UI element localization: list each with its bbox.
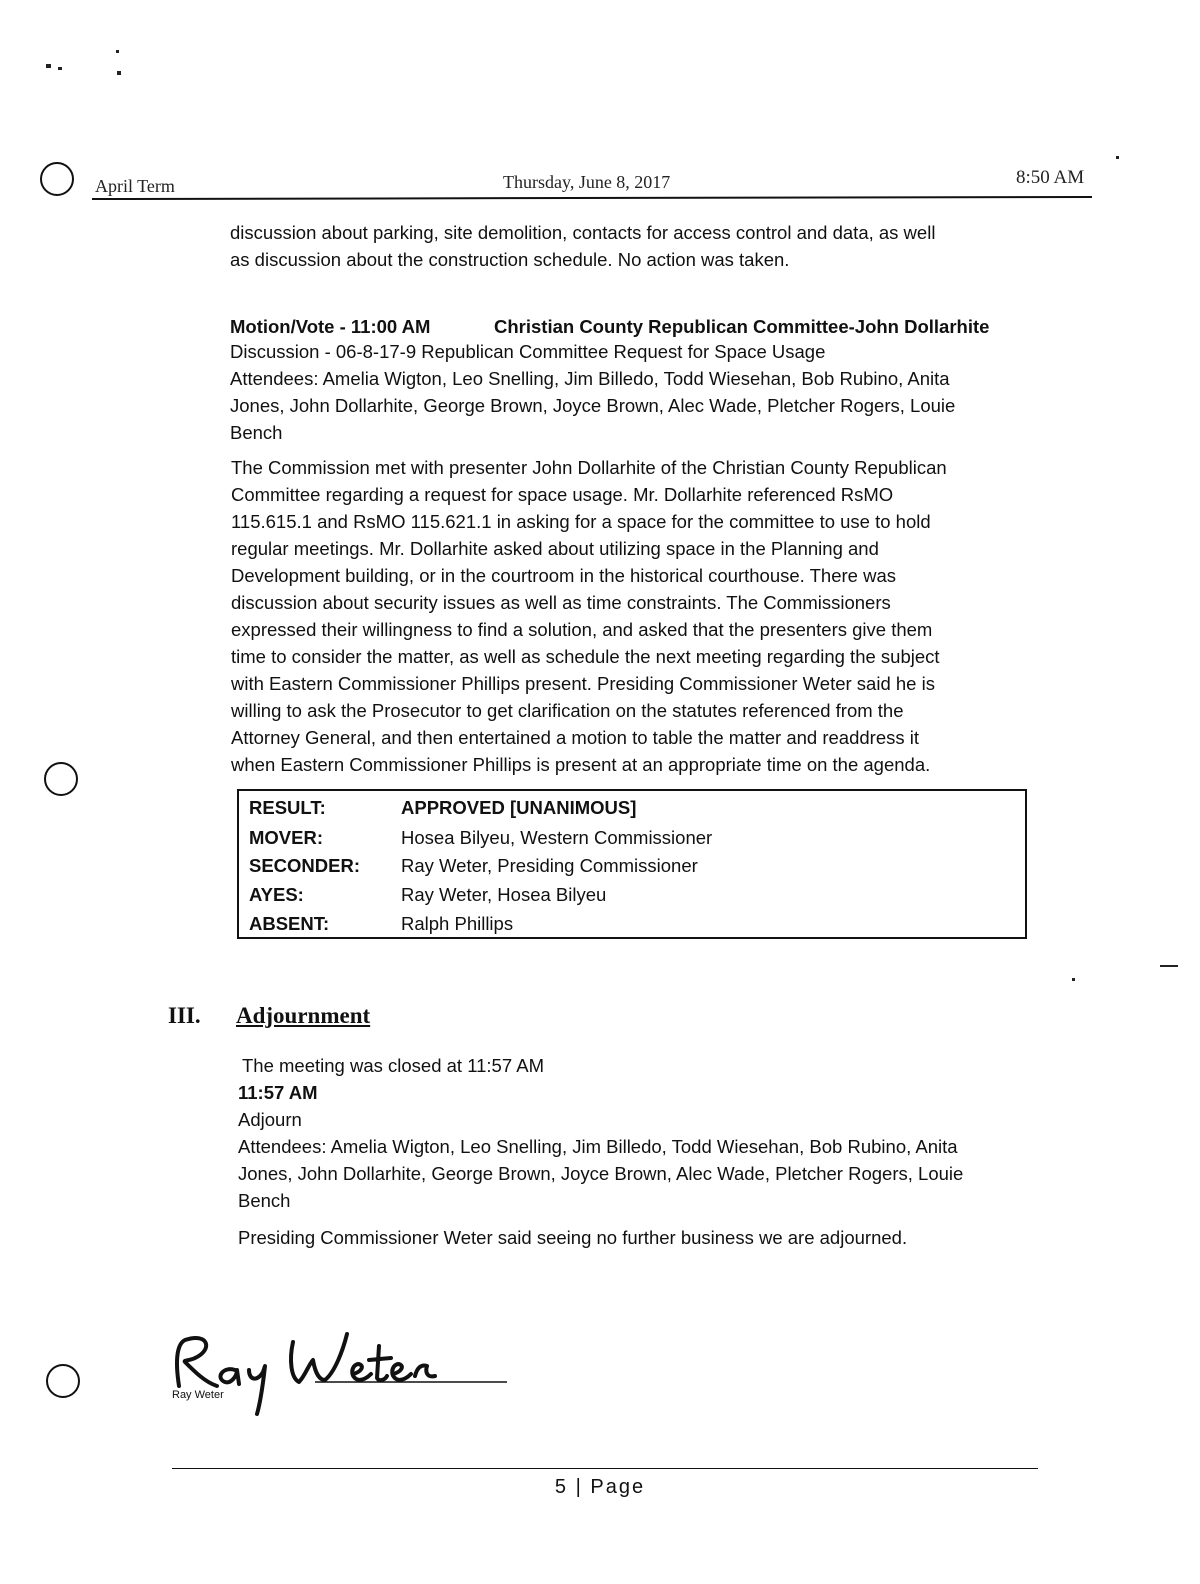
attendees-line: Attendees: Amelia Wigton, Leo Snelling, Jim Billedo, Todd Wiesehan, Bob Rubino, Anita	[238, 1136, 958, 1157]
meeting-closed-text: The meeting was closed at 11:57 AM	[242, 1055, 544, 1076]
result-value: APPROVED [UNANIMOUS]	[401, 797, 637, 818]
scan-speck	[117, 71, 121, 75]
absent-key: ABSENT:	[249, 913, 330, 934]
signature-printed-name: Ray Weter	[172, 1389, 224, 1401]
header-time: 8:50 AM	[1016, 167, 1085, 188]
attendees-line: Bench	[238, 1190, 291, 1211]
binder-hole-top	[40, 162, 74, 196]
seconder-value: Ray Weter, Presiding Commissioner	[401, 855, 698, 876]
header-term: April Term	[95, 176, 175, 196]
body-line: Development building, or in the courtroom in the historical courthouse. There was	[231, 565, 896, 586]
motion-details	[230, 338, 1005, 446]
body-line: when Eastern Commissioner Phillips is present at an appropriate time on the agenda.	[231, 754, 931, 775]
body-line: willing to ask the Prosecutor to get clarification on the statutes referenced from the	[231, 700, 904, 721]
result-row	[249, 851, 1009, 881]
seconder-key: SECONDER:	[249, 855, 361, 876]
body-line: Committee regarding a request for space usage. Mr. Dollarhite referenced RsMO	[231, 484, 894, 505]
body-line: discussion about security issues as well as time constraints. The Commissioners	[231, 592, 891, 613]
attendees-line: Attendees: Amelia Wigton, Leo Snelling, Jim Billedo, Todd Wiesehan, Bob Rubino, Anita	[230, 368, 950, 389]
adjourn-time: 11:57 AM	[238, 1082, 318, 1103]
adjourn-label: Adjourn	[238, 1109, 302, 1130]
scan-speck	[1116, 156, 1119, 159]
binder-hole-middle	[44, 762, 78, 796]
scan-speck	[116, 50, 119, 53]
motion-body	[231, 454, 1006, 778]
ayes-key: AYES:	[249, 884, 304, 905]
section-title: Adjournment	[236, 1003, 371, 1028]
page-number: 5 | Page	[554, 1476, 646, 1498]
ayes-value: Ray Weter, Hosea Bilyeu	[401, 884, 607, 905]
result-row	[249, 793, 1009, 823]
body-line: expressed their willingness to find a solution, and asked that the presenters give them	[231, 619, 933, 640]
closing-statement: Presiding Commissioner Weter said seeing no further business we are adjourned.	[238, 1227, 908, 1248]
section-number: III.	[168, 1003, 201, 1028]
attendees-line: Jones, John Dollarhite, George Brown, Joyce Brown, Alec Wade, Pletcher Rogers, Louie	[238, 1163, 964, 1184]
motion-heading	[230, 313, 1005, 340]
body-line: with Eastern Commissioner Phillips present. Presiding Commissioner Weter said he is	[231, 673, 935, 694]
binder-hole-bottom	[46, 1364, 80, 1398]
scan-speck	[46, 64, 51, 68]
scan-speck	[58, 67, 62, 70]
result-row	[249, 909, 1009, 939]
body-line: Attorney General, and then entertained a motion to table the matter and readdress it	[231, 727, 920, 748]
vote-result-box	[237, 789, 1027, 939]
result-row	[249, 823, 1009, 853]
body-line: The Commission met with presenter John Dollarhite of the Christian County Republican	[231, 457, 947, 478]
mover-value: Hosea Bilyeu, Western Commissioner	[401, 827, 713, 848]
result-key: RESULT:	[249, 797, 326, 818]
header-date: Thursday, June 8, 2017	[503, 172, 671, 192]
scan-speck	[1072, 978, 1075, 981]
scan-speck	[1160, 965, 1178, 967]
footer-rule	[172, 1468, 1038, 1469]
motion-label: Motion/Vote - 11:00 AM	[230, 316, 431, 337]
attendees-line: Jones, John Dollarhite, George Brown, Joyce Brown, Alec Wade, Pletcher Rogers, Louie	[230, 395, 956, 416]
attendees-line: Bench	[230, 422, 283, 443]
mover-key: MOVER:	[249, 827, 323, 848]
header-rule	[92, 196, 1092, 200]
adjournment-details	[238, 1052, 1013, 1251]
continuation-paragraph	[230, 219, 1005, 273]
motion-title: Christian County Republican Committee-John Dollarhite	[494, 316, 990, 337]
body-line: regular meetings. Mr. Dollarhite asked about utilizing space in the Planning and	[231, 538, 879, 559]
absent-value: Ralph Phillips	[401, 913, 514, 934]
body-line: 115.615.1 and RsMO 115.621.1 in asking for a space for the committee to use to hold	[231, 511, 931, 532]
motion-discussion: Discussion - 06-8-17-9 Republican Committee Request for Space Usage	[230, 341, 826, 362]
body-line: time to consider the matter, as well as schedule the next meeting regarding the subject	[231, 646, 940, 667]
result-row	[249, 880, 1009, 910]
continuation-line: discussion about parking, site demolition, contacts for access control and data, as well	[230, 222, 936, 243]
signature-image	[165, 1320, 515, 1420]
continuation-line: as discussion about the construction schedule. No action was taken.	[230, 249, 790, 270]
